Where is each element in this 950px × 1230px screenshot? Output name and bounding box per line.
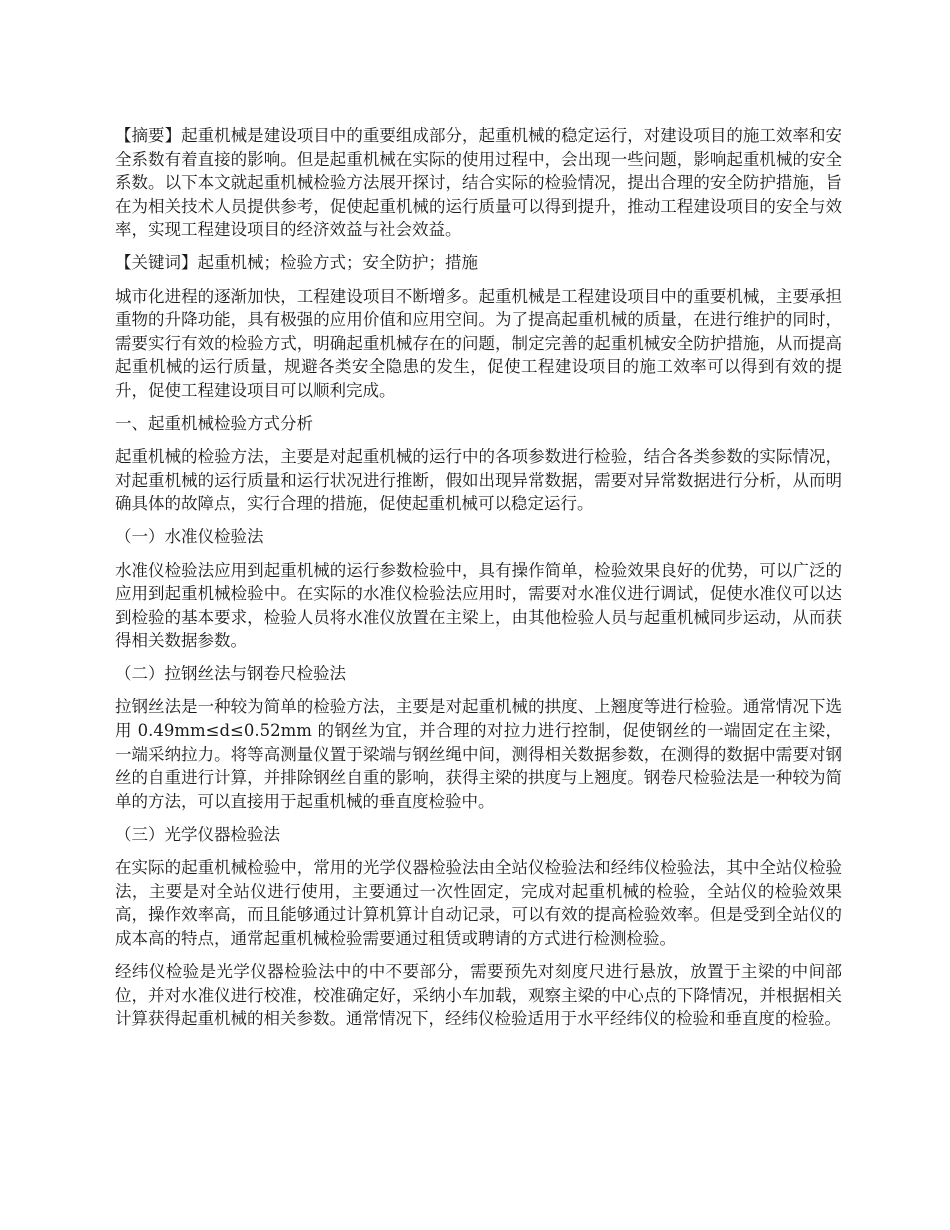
abstract-paragraph: 【摘要】起重机械是建设项目中的重要组成部分，起重机械的稳定运行，对建设项目的施工效率和安全系数有着直接的影响。但是起重机械在实际的使用过程中，会出现一些问题，影响起重机械的安全系数。以下本文就起重机械检验方法展开探讨，结合实际的检验情况，提出合理的安全防护措施，旨在为相关技术人员提供参考，促使起重机械的运行质量可以得到提升，推动工程建设项目的安全与效率，实现工程建设项目的经济效益与社会效益。 bbox=[115, 126, 842, 240]
subsection-paragraph-theodolite: 经纬仪检验是光学仪器检验法中的中不要部分，需要预先对刻度尺进行悬放，放置于主梁的中间部位，并对水准仪进行校准，校准确定好，采纳小车加载，观察主梁的中心点的下降情况，并根据相关计算获得起重机械的相关参数。通常情况下，经纬仪检验适用于水平经纬仪的检验和垂直度的检验。 bbox=[115, 961, 842, 1029]
document-body bbox=[115, 124, 842, 1040]
subsection-paragraph-wire-tape-method: 拉钢丝法是一种较为简单的检验方法，主要是对起重机械的拱度、上翘度等进行检验。通常情况下选用 0.49mm≤d≤0.52mm 的钢丝为宜，并合理的对拉力进行控制，促使钢丝的一端固定在主梁，一端采纳拉力。将等高测量仪置于梁端与钢丝绳中间，测得相关数据参数，在测得的数据中需要对钢丝的自重进行计算，并排除钢丝自重的影响，获得主梁的拱度与上翘度。钢卷尺检验法是一种较为简单的方法，可以直接用于起重机械的垂直度检验中。 bbox=[115, 697, 842, 811]
subsection-heading-level-method: （一）水准仪检验法 bbox=[115, 527, 264, 547]
section-heading-inspection-methods: 一、起重机械检验方式分析 bbox=[115, 414, 313, 434]
subsection-heading-optical-method: （三）光学仪器检验法 bbox=[115, 824, 280, 844]
section-paragraph-inspection-methods: 起重机械的检验方法，主要是对起重机械的运行中的各项参数进行检验，结合各类参数的实际情况，对起重机械的运行质量和运行状况进行推断，假如出现异常数据，需要对异常数据进行分析，从而明确具体的故障点，实行合理的措施，促使起重机械可以稳定运行。 bbox=[115, 447, 842, 514]
intro-paragraph: 城市化进程的逐渐加快，工程建设项目不断增多。起重机械是工程建设项目中的重要机械，主要承担重物的升降功能，具有极强的应用价值和应用空间。为了提高起重机械的质量，在进行维护的同时，需要实行有效的检验方式，明确起重机械存在的问题，制定完善的起重机械安全防护措施，从而提高起重机械的运行质量，规避各类安全隐患的发生，促使工程建设项目的施工效率可以得到有效的提升，促使工程建设项目可以顺利完成。 bbox=[115, 286, 842, 400]
keywords-paragraph: 【关键词】起重机械；检验方式；安全防护；措施 bbox=[115, 253, 478, 273]
subsection-paragraph-level-method: 水准仪检验法应用到起重机械的运行参数检验中，具有操作简单，检验效果良好的优势，可以广泛的应用到起重机械检验中。在实际的水准仪检验法应用时，需要对水准仪进行调试，促使水准仪可以达到检验的基本要求，检验人员将水准仪放置在主梁上，由其他检验人员与起重机械同步运动，从而获得相关数据参数。 bbox=[115, 560, 842, 651]
subsection-heading-wire-tape-method: （二）拉钢丝法与钢卷尺检验法 bbox=[115, 664, 346, 684]
subsection-paragraph-total-station: 在实际的起重机械检验中，常用的光学仪器检验法由全站仪检验法和经纬仪检验法，其中全站仪检验法，主要是对全站仪进行使用，主要通过一次性固定，完成对起重机械的检验，全站仪的检验效果高，操作效率高，而且能够通过计算机算计自动记录，可以有效的提高检验效率。但是受到全站仪的成本高的特点，通常起重机械检验需要通过租赁或聘请的方式进行检测检验。 bbox=[115, 858, 842, 948]
